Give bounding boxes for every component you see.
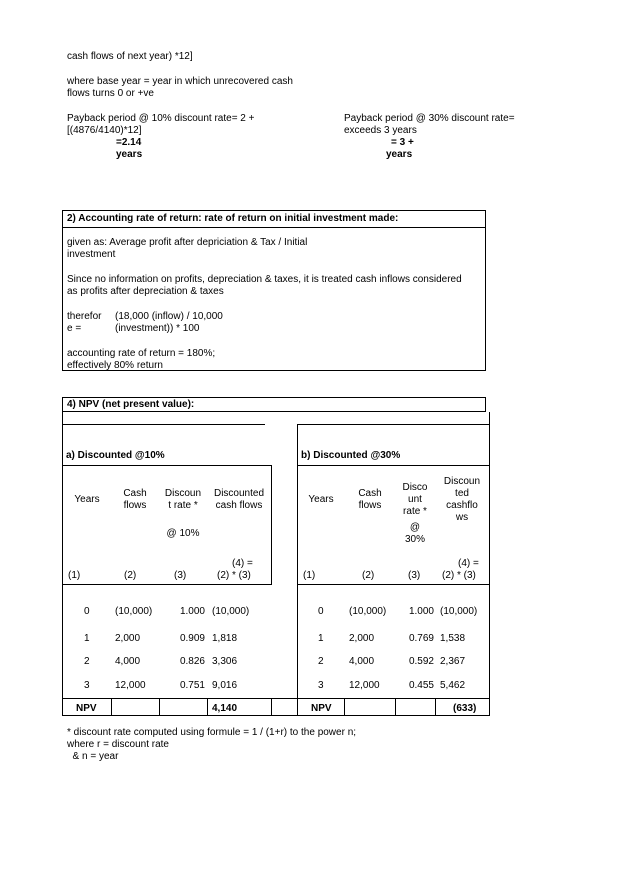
continued-formula-line: cash flows of next year) *12]: [67, 51, 193, 62]
right-table-left-rule: [297, 424, 298, 715]
table-row: 1,538: [440, 633, 466, 644]
right-index-4b: (2) * (3): [442, 570, 476, 581]
payback-10-line2: [(4876/4140)*12]: [67, 125, 142, 136]
npv-left-sep1: [111, 698, 112, 715]
left-table-heading: a) Discounted @10%: [66, 450, 165, 461]
left-table-right-rule-top: [271, 465, 272, 585]
arr-given-line1: given as: Average profit after depriciation & Tax / Initial: [67, 237, 308, 248]
table-row: 2,367: [440, 656, 466, 667]
arr-result-line1: accounting rate of return = 180%;: [67, 348, 216, 359]
left-index-1: (1): [68, 570, 81, 581]
left-col-disc-header-b: cash flows: [215, 500, 263, 511]
table-row: 0.769: [408, 633, 434, 644]
right-col-rate-header-d: @: [409, 522, 421, 533]
left-col-cash-header-b: flows: [123, 500, 147, 511]
table-row: 0: [318, 606, 324, 617]
right-index-3: (3): [408, 570, 421, 581]
right-table-heading: b) Discounted @30%: [301, 450, 401, 461]
arr-given-line2: investment: [67, 249, 116, 260]
left-index-4a: (4) =: [232, 558, 253, 569]
base-year-definition: where base year = year in which unrecovered cash: [67, 76, 293, 87]
payback-30-line2: exceeds 3 years: [344, 125, 417, 136]
table-row: 0: [84, 606, 90, 617]
table-row: 2,000: [349, 633, 375, 644]
table-row: 1.000: [179, 606, 205, 617]
left-col-rate-header-c: @ 10%: [166, 528, 200, 539]
table-row: 0.909: [179, 633, 205, 644]
arr-since-line1: Since no information on profits, depreciation & taxes, it is treated cash inflows considered: [67, 274, 462, 285]
table-row: 4,000: [349, 656, 375, 667]
left-npv-label: NPV: [76, 703, 97, 714]
left-col-rate-header-a: Discoun: [164, 488, 202, 499]
table-row: 2,000: [115, 633, 141, 644]
npv-right-sep3: [435, 698, 436, 715]
arr-therefore-b: e =: [67, 323, 82, 334]
left-index-2: (2): [124, 570, 137, 581]
table-row: (10,000): [440, 606, 478, 617]
left-table-index-rule: [62, 584, 271, 585]
npv-section-box: [62, 397, 486, 412]
left-col-years-header: Years: [74, 494, 100, 505]
footnote-line3: & n = year: [67, 751, 119, 762]
left-table-top-rule: [62, 424, 265, 425]
table-row: 3,306: [212, 656, 238, 667]
arr-section-box: [62, 210, 486, 371]
right-table-right-rule: [489, 412, 490, 715]
left-index-3: (3): [174, 570, 187, 581]
left-index-4b: (2) * (3): [217, 570, 251, 581]
right-npv-label: NPV: [311, 703, 332, 714]
table-row: (10,000): [349, 606, 387, 617]
right-col-disc-header-b: ted: [455, 488, 469, 499]
arr-formula-line1: (18,000 (inflow) / 10,000: [115, 311, 223, 322]
arr-since-line2: as profits after depreciation & taxes: [67, 286, 224, 297]
table-row: 2: [318, 656, 324, 667]
right-table-top-rule: [297, 424, 489, 425]
right-col-cash-header-b: flows: [358, 500, 382, 511]
left-col-cash-header-a: Cash: [123, 488, 147, 499]
table-row: 1: [84, 633, 90, 644]
npv-left-sep2: [159, 698, 160, 715]
right-table-header-rule: [297, 465, 489, 466]
payback-10-line1: Payback period @ 10% discount rate= 2 +: [67, 113, 255, 124]
right-col-disc-header-d: ws: [455, 512, 469, 523]
right-col-cash-header-a: Cash: [358, 488, 382, 499]
table-row: 0.455: [408, 680, 434, 691]
table-row: 2: [84, 656, 90, 667]
table-row: 3: [84, 680, 90, 691]
table-row: 5,462: [440, 680, 466, 691]
arr-therefore-a: therefor: [67, 311, 102, 322]
right-col-rate-header-e: 30%: [404, 534, 425, 545]
table-row: 1: [318, 633, 324, 644]
table-row: 0.826: [179, 656, 205, 667]
payback-30-value: = 3 +: [391, 137, 414, 148]
table-row: 0.592: [408, 656, 434, 667]
table-row: 1,818: [212, 633, 238, 644]
payback-30-line1: Payback period @ 30% discount rate=: [344, 113, 515, 124]
left-col-disc-header-a: Discounted: [213, 488, 265, 499]
table-row: (10,000): [212, 606, 250, 617]
right-index-2: (2): [362, 570, 375, 581]
right-col-years-header: Years: [308, 494, 334, 505]
arr-result-line2: effectively 80% return: [67, 360, 163, 371]
right-table-index-rule: [297, 584, 489, 585]
npv-right-sep2: [395, 698, 396, 715]
payback-10-value: =2.14: [116, 137, 142, 148]
right-col-disc-header-a: Discoun: [443, 476, 481, 487]
right-col-rate-header-a: Disco: [402, 482, 428, 493]
left-npv-value: 4,140: [212, 703, 238, 714]
npv-section-title: 4) NPV (net present value):: [67, 399, 195, 410]
table-row: 4,000: [115, 656, 141, 667]
right-col-disc-header-c: cashflo: [446, 500, 478, 511]
right-col-rate-header-b: unt: [408, 494, 422, 505]
payback-30-unit: years: [386, 149, 413, 160]
left-col-rate-header-b: t rate *: [168, 500, 198, 511]
npv-left-sep3: [207, 698, 208, 715]
table-row: 3: [318, 680, 324, 691]
left-table-header-rule: [62, 465, 271, 466]
left-table-left-rule: [62, 412, 63, 715]
payback-10-unit: years: [116, 149, 143, 160]
table-row: (10,000): [115, 606, 153, 617]
table-row: 1.000: [408, 606, 434, 617]
npv-row-bottom-rule: [62, 715, 490, 716]
npv-right-sep1: [344, 698, 345, 715]
table-row: 9,016: [212, 680, 238, 691]
base-year-definition-cont: flows turns 0 or +ve: [67, 88, 154, 99]
npv-row-top-rule: [62, 698, 490, 699]
right-index-4a: (4) =: [458, 558, 479, 569]
npv-left-sep4: [271, 698, 272, 715]
table-row: 0.751: [179, 680, 205, 691]
arr-section-title: 2) Accounting rate of return: rate of return on initial investment made:: [63, 211, 485, 228]
footnote-line1: * discount rate computed using formule = 1 / (1+r) to the power n;: [67, 727, 357, 738]
table-row: 12,000: [349, 680, 380, 691]
right-index-1: (1): [303, 570, 316, 581]
right-col-rate-header-c: rate *: [403, 506, 427, 517]
right-npv-value: (633): [453, 703, 477, 714]
table-row: 12,000: [115, 680, 146, 691]
footnote-line2: where r = discount rate: [67, 739, 169, 750]
arr-formula-line2: (investment)) * 100: [115, 323, 200, 334]
